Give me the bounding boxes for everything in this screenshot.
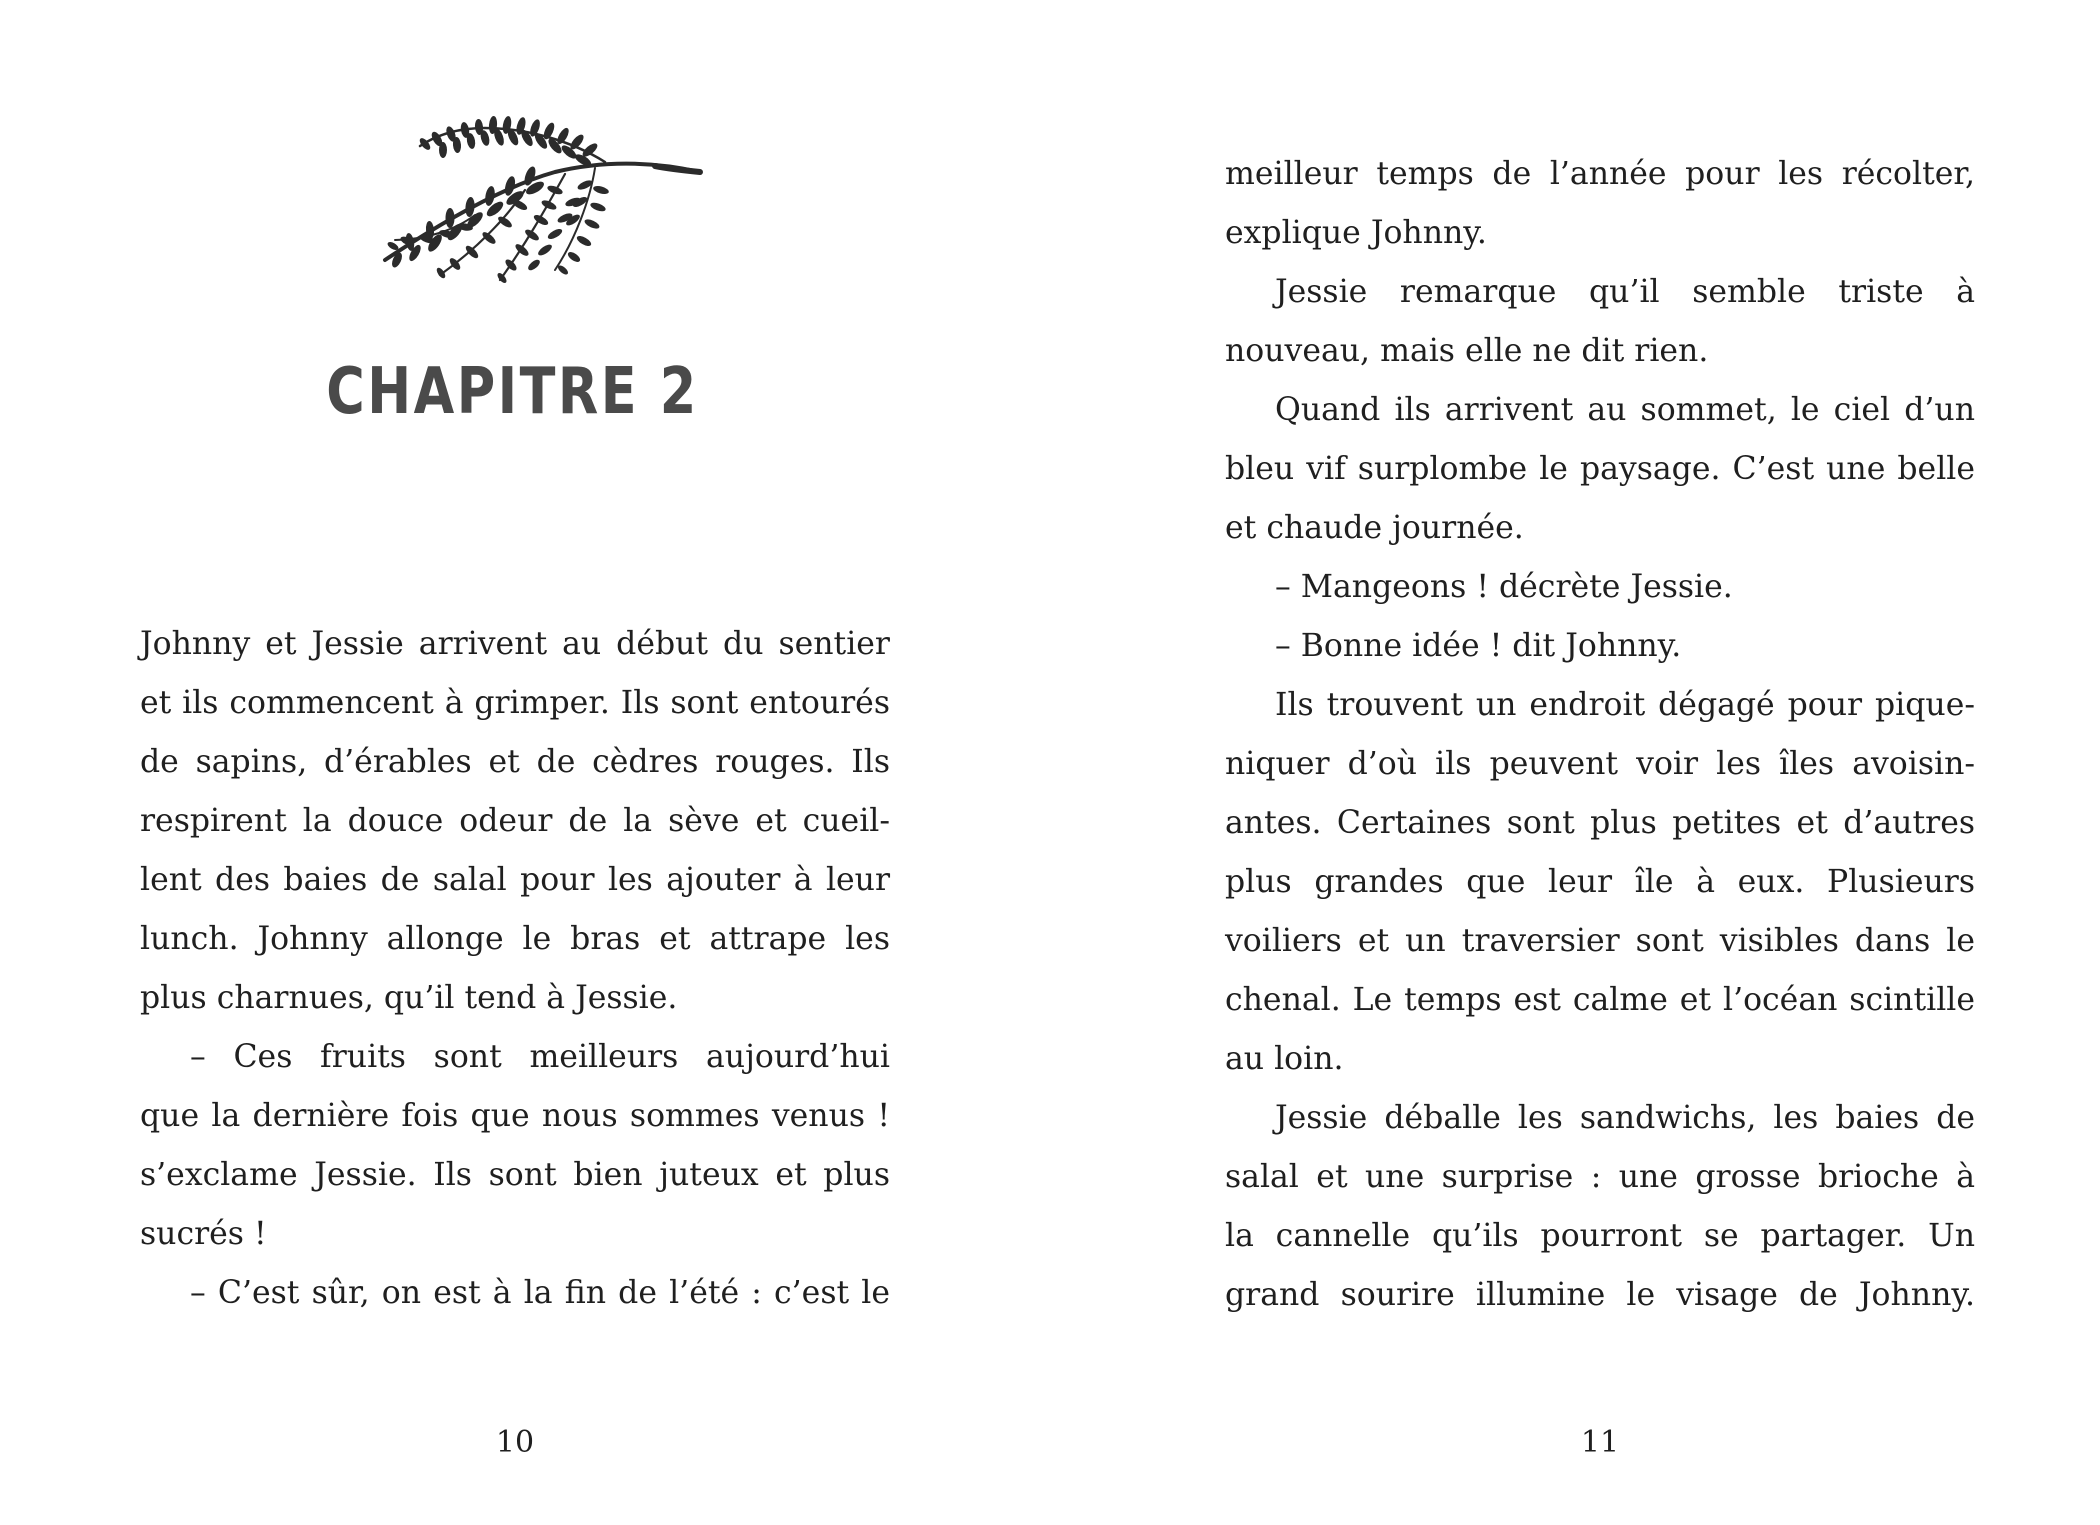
text-line: Quand ils arrivent au sommet, le ciel d’un	[1275, 392, 1975, 428]
text-line: Ils trouvent un endroit dégagé pour pique-	[1275, 687, 1975, 723]
text-line: grand sourire illumine le visage de Johnny.	[1225, 1277, 1975, 1313]
text-line: que la dernière fois que nous sommes venus !	[140, 1098, 890, 1134]
text-line: nouveau, mais elle ne dit rien.	[1225, 333, 1709, 369]
text-line: voiliers et un traversier sont visibles dans le	[1225, 923, 1975, 959]
text-line: meilleur temps de l’année pour les récolter,	[1225, 156, 1975, 192]
text-line: niquer d’où ils peuvent voir les îles avoisin-	[1225, 746, 1975, 782]
text-line: de sapins, d’érables et de cèdres rouges. Ils	[140, 744, 890, 780]
right-body-text	[1225, 145, 1975, 1325]
text-line: Jessie déballe les sandwichs, les baies de	[1275, 1100, 1975, 1136]
text-line: chenal. Le temps est calme et l’océan scintille	[1225, 982, 1975, 1018]
text-line: antes. Certaines sont plus petites et d’autres	[1225, 805, 1975, 841]
text-line: lent des baies de salal pour les ajouter à leur	[140, 862, 890, 898]
text-line: lunch. Johnny allonge le bras et attrape les	[140, 921, 890, 957]
text-line: Johnny et Jessie arrivent au début du sentier	[140, 626, 890, 662]
text-line: sucrés !	[140, 1216, 267, 1252]
text-line: et ils commencent à grimper. Ils sont entourés	[140, 685, 890, 721]
text-line: et chaude journée.	[1225, 510, 1524, 546]
dialogue-line: – Bonne idée ! dit Johnny.	[1275, 628, 1682, 664]
left-body-text	[140, 615, 890, 1323]
text-line: la cannelle qu’ils pourront se partager. Un	[1225, 1218, 1975, 1254]
text-line: Jessie remarque qu’il semble triste à	[1275, 274, 1975, 310]
dialogue-line: – Ces fruits sont meilleurs aujourd’hui	[190, 1039, 890, 1075]
dialogue-line: – Mangeons ! décrète Jessie.	[1275, 569, 1733, 605]
text-line: plus grandes que leur île à eux. Plusieurs	[1225, 864, 1975, 900]
text-line: au loin.	[1225, 1041, 1344, 1077]
text-line: plus charnues, qu’il tend à Jessie.	[140, 980, 678, 1016]
text-line: respirent la douce odeur de la sève et cueil-	[140, 803, 890, 839]
page-number-left: 10	[495, 1425, 535, 1460]
text-line: bleu vif surplombe le paysage. C’est une belle	[1225, 451, 1975, 487]
page-number-right: 11	[1580, 1425, 1620, 1460]
chapter-title: CHAPITRE 2	[326, 355, 699, 429]
text-line: s’exclame Jessie. Ils sont bien juteux et plus	[140, 1157, 890, 1193]
text-line: explique Johnny.	[1225, 215, 1487, 251]
fern-branch-icon	[355, 110, 705, 310]
text-line: salal et une surprise : une grosse brioche à	[1225, 1159, 1975, 1195]
dialogue-line: – C’est sûr, on est à la fin de l’été : c’est le	[190, 1275, 890, 1311]
right-page	[1050, 0, 2100, 1525]
